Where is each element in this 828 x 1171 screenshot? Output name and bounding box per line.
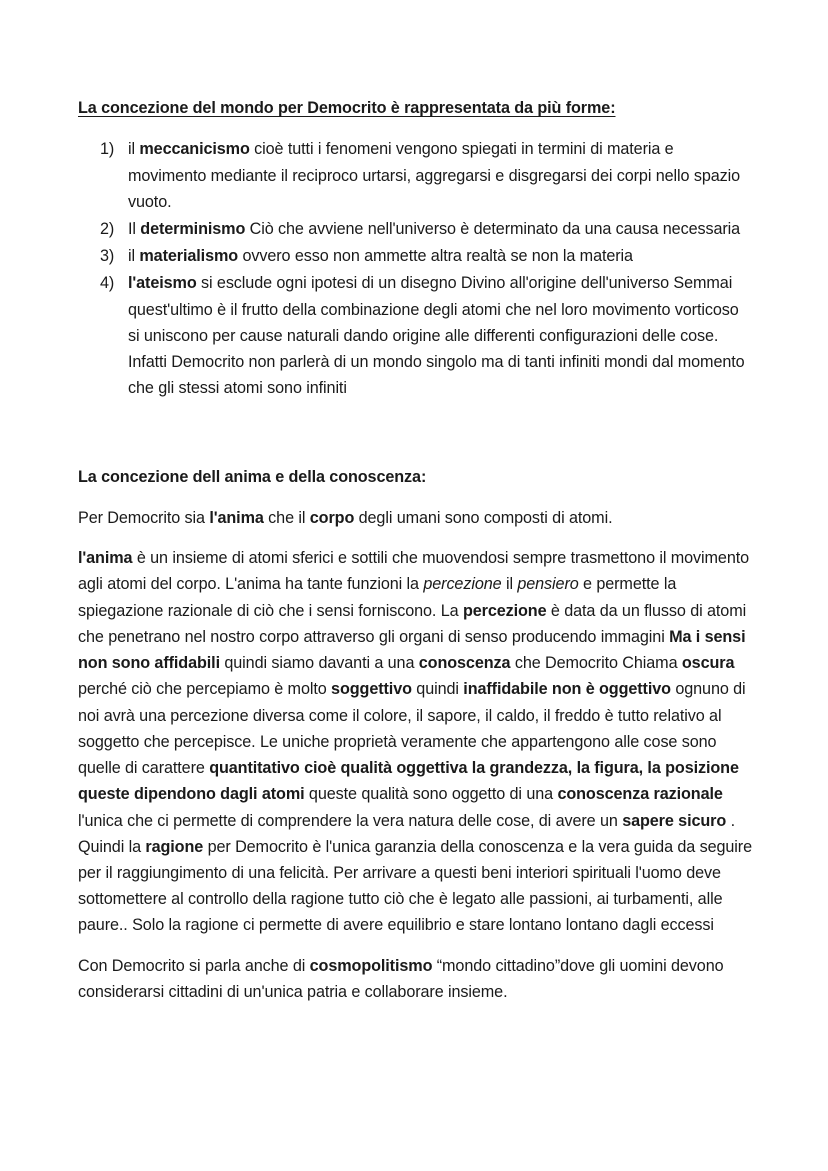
plain-text: Per Democrito sia	[78, 508, 210, 527]
world-conception-list	[78, 136, 752, 401]
list-item	[78, 243, 752, 269]
plain-text: Ciò che avviene nell'universo è determinato da una causa necessaria	[245, 220, 741, 238]
bold-text: oscura	[681, 654, 735, 673]
bold-text: conoscenza	[418, 654, 511, 673]
spacer	[78, 403, 752, 465]
paragraph-anima-body	[78, 545, 752, 939]
plain-text: perché ciò che percepiamo è molto	[78, 680, 332, 699]
bold-text: percezione	[462, 601, 547, 620]
plain-text: è data da un flusso di atomi che penetrano nel nostro corpo attraverso gli organi di senso producendo immagini	[78, 601, 747, 646]
bold-text: meccanicismo	[139, 140, 250, 159]
bold-text: l'ateismo	[128, 274, 197, 293]
plain-text: che Democrito Chiama	[510, 654, 682, 673]
plain-text: “mondo cittadino”dove gli uomini devono considerarsi cittadini di un'unica patria e collaborare insieme.	[78, 956, 724, 1001]
paragraph-intro	[78, 505, 752, 531]
plain-text: degli umani sono composti di atomi.	[354, 508, 613, 527]
plain-text: il	[501, 575, 518, 594]
list-item-text	[128, 140, 740, 210]
list-item	[78, 270, 752, 401]
italic-text: percezione	[423, 575, 502, 594]
bold-text: l'anima	[78, 549, 133, 568]
spacer	[78, 939, 752, 953]
bold-text: ragione	[145, 837, 204, 856]
bold-text: materialismo	[139, 247, 239, 266]
list-item-marker: 2)	[100, 220, 115, 238]
plain-text: ognuno di noi avrà una percezione diversa come il colore, il sapore, il caldo, il freddo è tutto relativo al soggetto che percepisce. Le uniche proprietà veramente che appartengono alle cose sono quelle di carattere	[78, 680, 746, 778]
bold-text: quantitativo cioè qualità oggettiva la grandezza, la figura, la posizione queste dipendono dagli atomi	[78, 759, 739, 804]
italic-text: pensiero	[517, 575, 579, 594]
spacer	[78, 120, 752, 136]
bold-text: determinismo	[140, 220, 246, 238]
plain-text: il	[128, 140, 140, 159]
plain-text: che il	[263, 508, 310, 527]
plain-text: Il	[128, 220, 141, 238]
list-item-marker: 3)	[100, 247, 115, 266]
plain-text: ovvero esso non ammette altra realtà se non la materia	[238, 247, 633, 266]
list-item	[78, 216, 752, 242]
bold-text: conoscenza razionale	[557, 785, 723, 804]
bold-text: l'anima	[209, 508, 264, 527]
bold-text: corpo	[309, 508, 355, 527]
list-item-text	[128, 220, 740, 238]
plain-text: e permette la spiegazione razionale di ciò che i sensi forniscono. La	[78, 575, 677, 620]
spacer	[78, 531, 752, 545]
section-two-heading: La concezione dell anima e della conoscenza:	[78, 467, 427, 486]
plain-text: Con Democrito si parla anche di	[78, 956, 310, 975]
plain-text: . Quindi la	[78, 811, 735, 856]
spacer	[78, 489, 752, 505]
list-item-text	[128, 247, 633, 265]
plain-text: quindi siamo davanti a una	[219, 654, 419, 673]
section-one-heading: La concezione del mondo per Democrito è rappresentata da più forme:	[78, 99, 616, 117]
paragraph-cosmopolitismo	[78, 953, 752, 1005]
document-content	[78, 96, 752, 1005]
plain-text: è un insieme di atomi sferici e sottili che muovendosi sempre trasmettono il movimento agli atomi del corpo. L'anima ha tante funzioni la	[78, 549, 750, 594]
bold-text: soggettivo	[331, 680, 412, 699]
section-two-paragraphs	[78, 505, 752, 1005]
plain-text: queste qualità sono oggetto di una	[304, 785, 558, 804]
list-item-text	[128, 274, 745, 397]
bold-text: cosmopolitismo	[309, 956, 433, 975]
plain-text: l'unica che ci permette di comprendere la vera natura delle cose, di avere un	[78, 811, 623, 830]
plain-text: il	[128, 247, 140, 266]
plain-text: per Democrito è l'unica garanzia della conoscenza e la vera guida da seguire per il raggiungimento di una felicità. Per arrivare a questi beni interiori spirituali l'uomo deve sottomettere al controllo della ragione tutto ciò che è legato alle passioni, ai turbamenti, alle paure.. Solo la ragione ci permette di avere equilibrio e stare lontano lontano dagli eccessi	[78, 837, 752, 935]
bold-text: sapere sicuro	[622, 811, 727, 830]
bold-text: Ma i sensi non sono affidabili	[78, 627, 746, 673]
plain-text: si esclude ogni ipotesi di un disegno Divino all'origine dell'universo Semmai quest'ultimo è il frutto della combinazione degli atomi che nel loro movimento vorticoso si uniscono per cause naturali dando origine alle differenti configurazioni delle cose. Infatti Democrito non parlerà di un mondo singolo ma di tanti infiniti mondi dal momento che gli stessi atomi sono infiniti	[128, 274, 745, 398]
list-item-marker: 1)	[100, 140, 115, 159]
plain-text: quindi	[411, 680, 464, 699]
list-item-marker: 4)	[100, 274, 115, 293]
bold-text: inaffidabile non è oggettivo	[463, 680, 671, 699]
plain-text: cioè tutti i fenomeni vengono spiegati in termini di materia e movimento mediante il reciproco urtarsi, aggregarsi e disgregarsi dei corpi nello spazio vuoto.	[128, 140, 741, 211]
list-item	[78, 136, 752, 215]
